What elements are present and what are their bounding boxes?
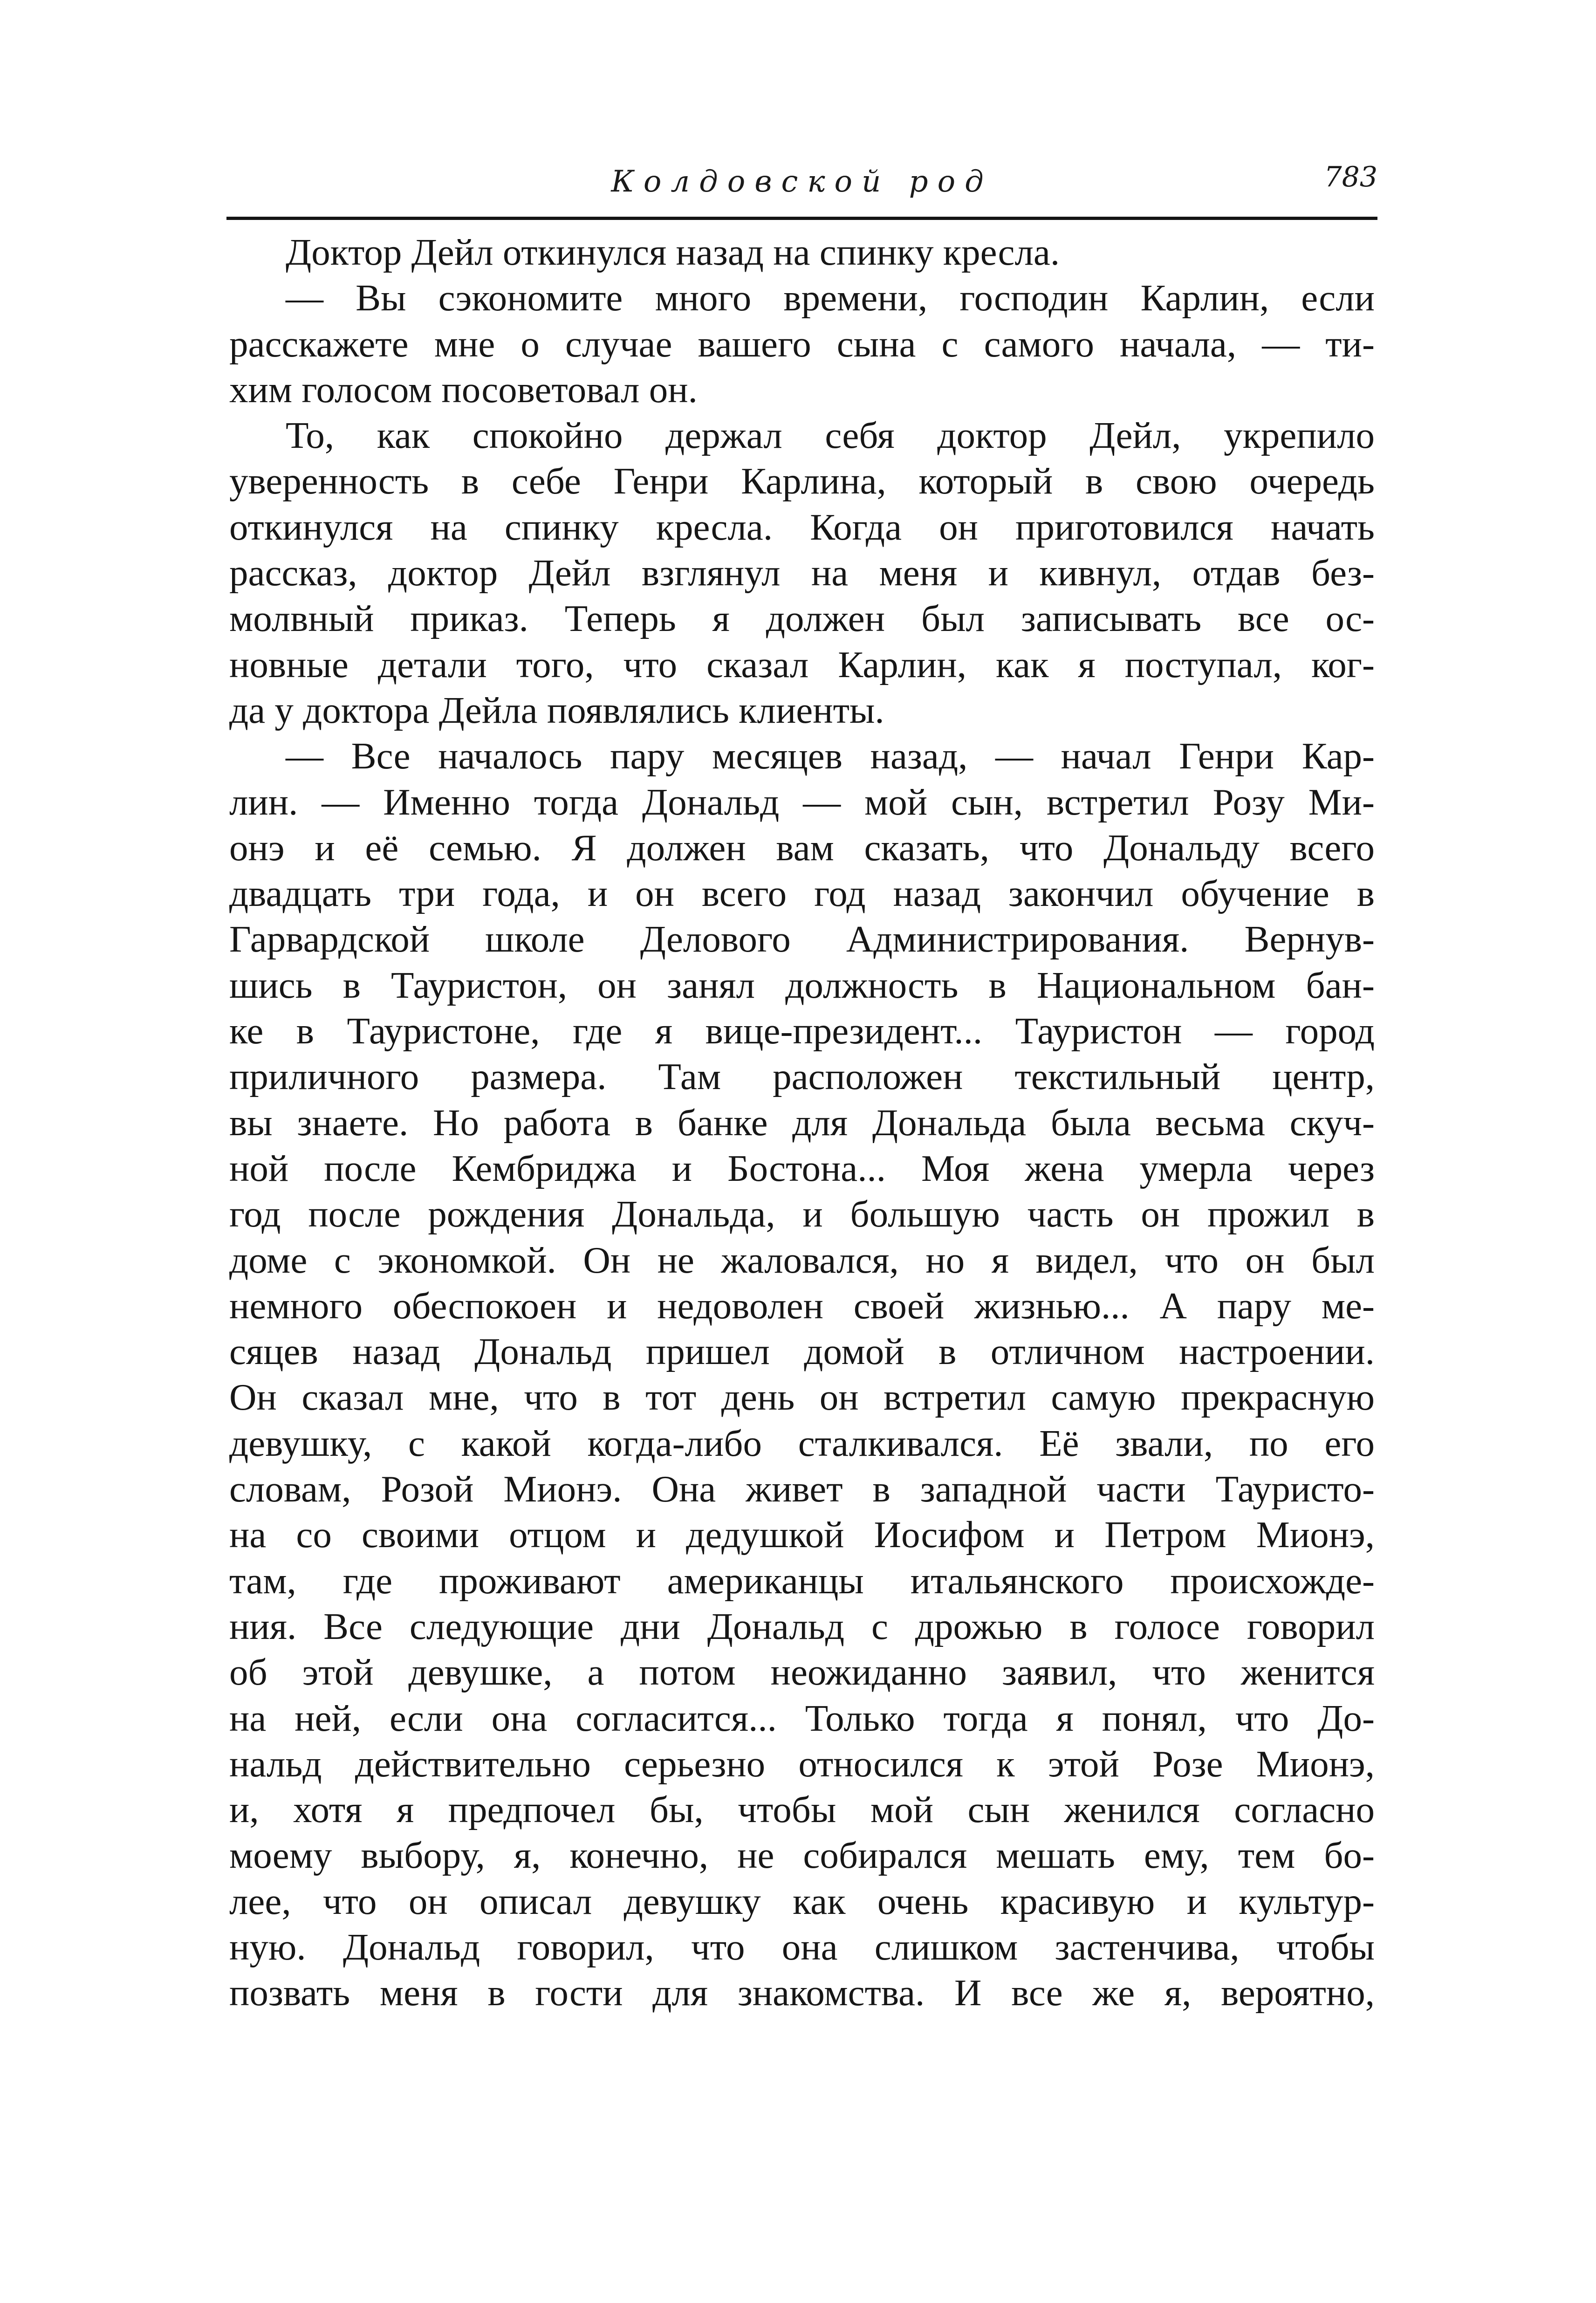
text-line: вы знаете. Но работа в банке для Дональда была весьма скуч- xyxy=(229,1101,1375,1144)
text-line: ной после Кембриджа и Бостона... Моя жена умерла через xyxy=(229,1147,1375,1189)
text-line: лее, что он описал девушку как очень красивую и культур- xyxy=(229,1880,1375,1922)
text-line: моему выбору, я, конечно, не собирался мешать ему, тем бо- xyxy=(229,1834,1375,1877)
text-line: онэ и её семью. Я должен вам сказать, что Дональду всего xyxy=(229,826,1375,869)
text-line: — Вы сэкономите много времени, господин Карлин, если xyxy=(286,277,1375,319)
text-line: Гарвардской школе Делового Администрирования. Вернув- xyxy=(229,918,1375,960)
text-line: девушку, с какой когда-либо сталкивался. Её звали, по его xyxy=(229,1422,1375,1464)
text-line: об этой девушке, а потом неожиданно заявил, что женится xyxy=(229,1651,1375,1693)
text-line: ную. Дональд говорил, что она слишком застенчива, чтобы xyxy=(229,1926,1375,1968)
text-line: Доктор Дейл откинулся назад на спинку кресла. xyxy=(286,231,1060,273)
text-line: шись в Тауристон, он занял должность в Национальном бан- xyxy=(229,964,1375,1006)
text-line: приличного размера. Там расположен текстильный центр, xyxy=(229,1056,1375,1098)
text-line: позвать меня в гости для знакомства. И все же я, вероятно, xyxy=(229,1972,1375,2014)
text-line: на ней, если она согласится... Только тогда я понял, что До- xyxy=(229,1697,1375,1739)
text-line: рассказ, доктор Дейл взглянул на меня и кивнул, отдав без- xyxy=(229,552,1375,594)
body-text xyxy=(229,229,1375,2016)
text-line: молвный приказ. Теперь я должен был записывать все ос- xyxy=(229,597,1375,640)
running-title: Колдовской род xyxy=(611,164,993,199)
text-line: там, где проживают американцы итальянского происхожде- xyxy=(229,1559,1375,1602)
text-line: новные детали того, что сказал Карлин, как я поступал, ког- xyxy=(229,643,1375,685)
text-line: ния. Все следующие дни Дональд с дрожью в голосе говорил xyxy=(229,1605,1375,1647)
text-line: Он сказал мне, что в тот день он встретил самую прекрасную xyxy=(229,1376,1375,1419)
text-line: ке в Тауристоне, где я вице-президент... Тауристон — город xyxy=(229,1010,1375,1052)
text-line: и, хотя я предпочел бы, чтобы мой сын женился согласно xyxy=(229,1789,1375,1831)
text-line: словам, Розой Мионэ. Она живет в западной части Тауристо- xyxy=(229,1468,1375,1510)
text-line: уверенность в себе Генри Карлина, который в свою очередь xyxy=(229,460,1375,502)
page-number: 783 xyxy=(1324,161,1377,193)
text-line: двадцать три года, и он всего год назад закончил обучение в xyxy=(229,872,1375,915)
text-line: лин. — Именно тогда Дональд — мой сын, встретил Розу Ми- xyxy=(229,781,1375,823)
text-line: — Все началось пару месяцев назад, — начал Генри Кар- xyxy=(286,735,1375,777)
text-line: нальд действительно серьезно относился к этой Розе Мионэ, xyxy=(229,1742,1375,1785)
text-line: да у доктора Дейла появлялись клиенты. xyxy=(229,689,884,731)
text-line: расскажете мне о случае вашего сына с самого начала, — ти- xyxy=(229,322,1375,365)
running-header xyxy=(226,161,1377,217)
text-line: год после рождения Дональда, и большую часть он прожил в xyxy=(229,1193,1375,1235)
text-line: на со своими отцом и дедушкой Иосифом и Петром Мионэ, xyxy=(229,1514,1375,1556)
text-line: сяцев назад Дональд пришел домой в отличном настроении. xyxy=(229,1330,1375,1373)
text-line: хим голосом посоветовал он. xyxy=(229,368,698,411)
text-line: откинулся на спинку кресла. Когда он приготовился начать xyxy=(229,506,1375,548)
text-line: То, как спокойно держал себя доктор Дейл, укрепило xyxy=(286,414,1375,457)
text-line: немного обеспокоен и недоволен своей жизнью... А пару ме- xyxy=(229,1284,1375,1327)
text-line: доме с экономкой. Он не жаловался, но я видел, что он был xyxy=(229,1239,1375,1281)
header-rule xyxy=(226,217,1377,220)
